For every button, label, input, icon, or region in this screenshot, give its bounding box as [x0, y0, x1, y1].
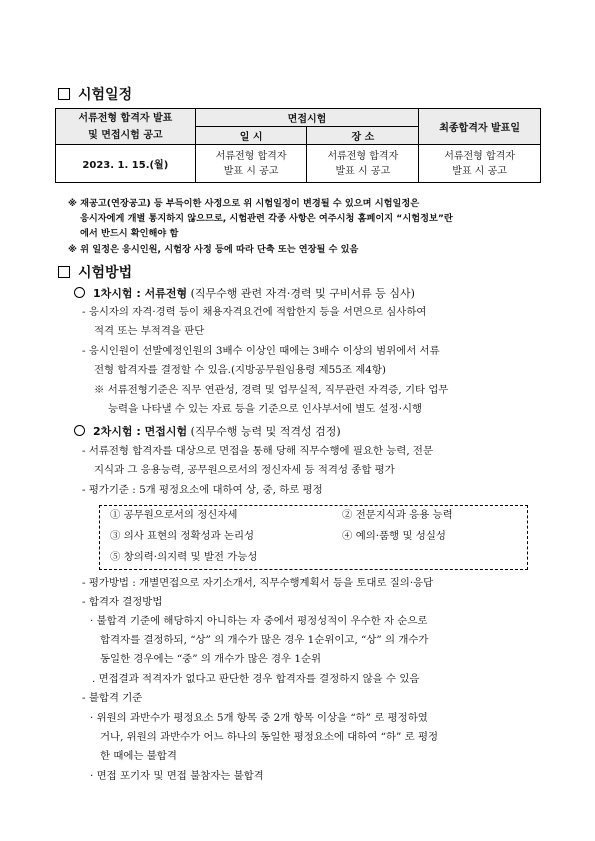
second-line-1: - 서류전형 합격자를 대상으로 면접을 통해 당해 직무수행에 필요한 능력, 전문: [82, 445, 433, 457]
first-exam-subtitle: (직무수행 관련 자격·경력 및 구비서류 등 심사): [187, 287, 415, 300]
first-line-5: ※ 서류전형기준은 직무 연관성, 경력 및 업무실적, 직무관련 자격증, 기타 업무: [94, 384, 449, 396]
note-line-1: ※ 재공고(연장공고) 등 부득이한 사정으로 위 시험일정이 변경될 수 있으며 시험일정은: [68, 198, 420, 209]
second-line-13: 한 때에는 불합격: [100, 750, 177, 762]
place-header: 장 소: [307, 127, 419, 145]
col1-value: 2023. 1. 15.(월): [56, 145, 196, 183]
second-exam-title: [74, 423, 341, 441]
circle-bullet-icon: [74, 287, 85, 298]
criteria-2: ② 전문지식과 응용 능력: [342, 509, 453, 521]
place-value: 서류전형 합격자 발표 시 공고: [307, 145, 419, 183]
circle-bullet-icon: [74, 425, 85, 436]
criteria-5: ⑤ 창의력·의지력 및 발전 가능성: [110, 551, 258, 563]
second-line-11: · 위원의 과반수가 평정요소 5개 항목 중 2개 항목 이상을 “하” 로 평정하였: [90, 712, 428, 724]
second-line-10: - 불합격 기준: [82, 692, 143, 704]
col1-header: 서류전형 합격자 발표 및 면접시험 공고: [56, 109, 196, 145]
second-exam-title-text: 2차시험 : 면접시험: [93, 425, 188, 438]
second-line-9: . 면접결과 적격자가 없다고 판단한 경우 합격자를 결정하지 않을 수 있음: [92, 673, 420, 685]
second-line-6: · 불합격 기준에 해당하지 아니하는 자 중에서 평정성적이 우수한 자 순으로: [90, 615, 428, 627]
second-line-14: · 면접 포기자 및 면접 불참자는 불합격: [90, 770, 264, 782]
first-line-6: 능력을 나타낼 수 있는 자료 등을 기준으로 인사부서에 별도 설정·시행: [108, 403, 423, 415]
first-line-2: 적격 또는 부적격을 판단: [94, 325, 205, 337]
final-header: 최종합격자 발표일: [419, 109, 541, 145]
checkbox-square-icon: [58, 266, 70, 278]
schedule-heading-text: 시험일정: [78, 87, 133, 103]
schedule-table: [55, 108, 541, 183]
criteria-3: ③ 의사 표현의 정확성과 논리성: [110, 530, 255, 542]
final-value: 서류전형 합격자 발표 시 공고: [419, 145, 541, 183]
criteria-1: ① 공무원으로서의 정신자세: [110, 509, 238, 521]
method-heading-text: 시험방법: [78, 265, 133, 281]
method-heading: [58, 262, 132, 282]
second-line-12: 거나, 위원의 과반수가 어느 하나의 동일한 평정요소에 대하여 “하” 로 평정: [100, 731, 439, 743]
second-line-7: 합격자를 결정하되, “상” 의 개수가 많은 경우 1순위이고, “상” 의 개수가: [100, 634, 429, 646]
criteria-4: ④ 예의·품행 및 성실성: [342, 530, 446, 542]
date-value: 서류전형 합격자 발표 시 공고: [195, 145, 307, 183]
second-line-2: 지식과 그 응용능력, 공무원으로서의 정신자세 등 적격성 종합 평가: [94, 464, 395, 476]
first-line-3: - 응시인원이 선발예정인원의 3배수 이상인 때에는 3배수 이상의 범위에서 서류: [82, 345, 440, 357]
first-exam-title-text: 1차시험 : 서류전형: [93, 287, 188, 300]
interview-header: 면접시험: [195, 109, 419, 127]
checkbox-square-icon: [58, 88, 70, 100]
date-header: 일 시: [195, 127, 307, 145]
second-line-8: 동일한 경우에는 “중” 의 개수가 많은 경우 1순위: [100, 653, 322, 665]
note-line-4: ※ 위 일정은 응시인원, 시험장 사정 등에 따라 단축 또는 연장될 수 있음: [68, 244, 359, 255]
second-exam-subtitle: (직무수행 능력 및 적격성 검정): [187, 425, 341, 438]
second-line-5: - 합격자 결정방법: [82, 596, 163, 608]
first-exam-title: [74, 285, 415, 303]
first-line-1: - 응시자의 자격·경력 등이 채용자격요건에 적합한지 등을 서면으로 심사하여: [82, 306, 427, 318]
note-line-2: 응시자에게 개별 통지하지 않으므로, 시험관련 각종 사항은 여주시청 홈페이지 “시험정보”란: [80, 213, 453, 224]
schedule-heading: [58, 84, 132, 104]
note-line-3: 에서 반드시 확인해야 함: [80, 228, 179, 239]
first-line-4: 전형 합격자를 결정할 수 있음.(지방공무원임용령 제55조 제4항): [94, 364, 386, 376]
second-line-4: - 평가방법 : 개별면접으로 자기소개서, 직무수행계획서 등을 토대로 질의·응답: [82, 577, 434, 589]
second-line-3: - 평가기준 : 5개 평정요소에 대하여 상, 중, 하로 평정: [82, 484, 323, 496]
